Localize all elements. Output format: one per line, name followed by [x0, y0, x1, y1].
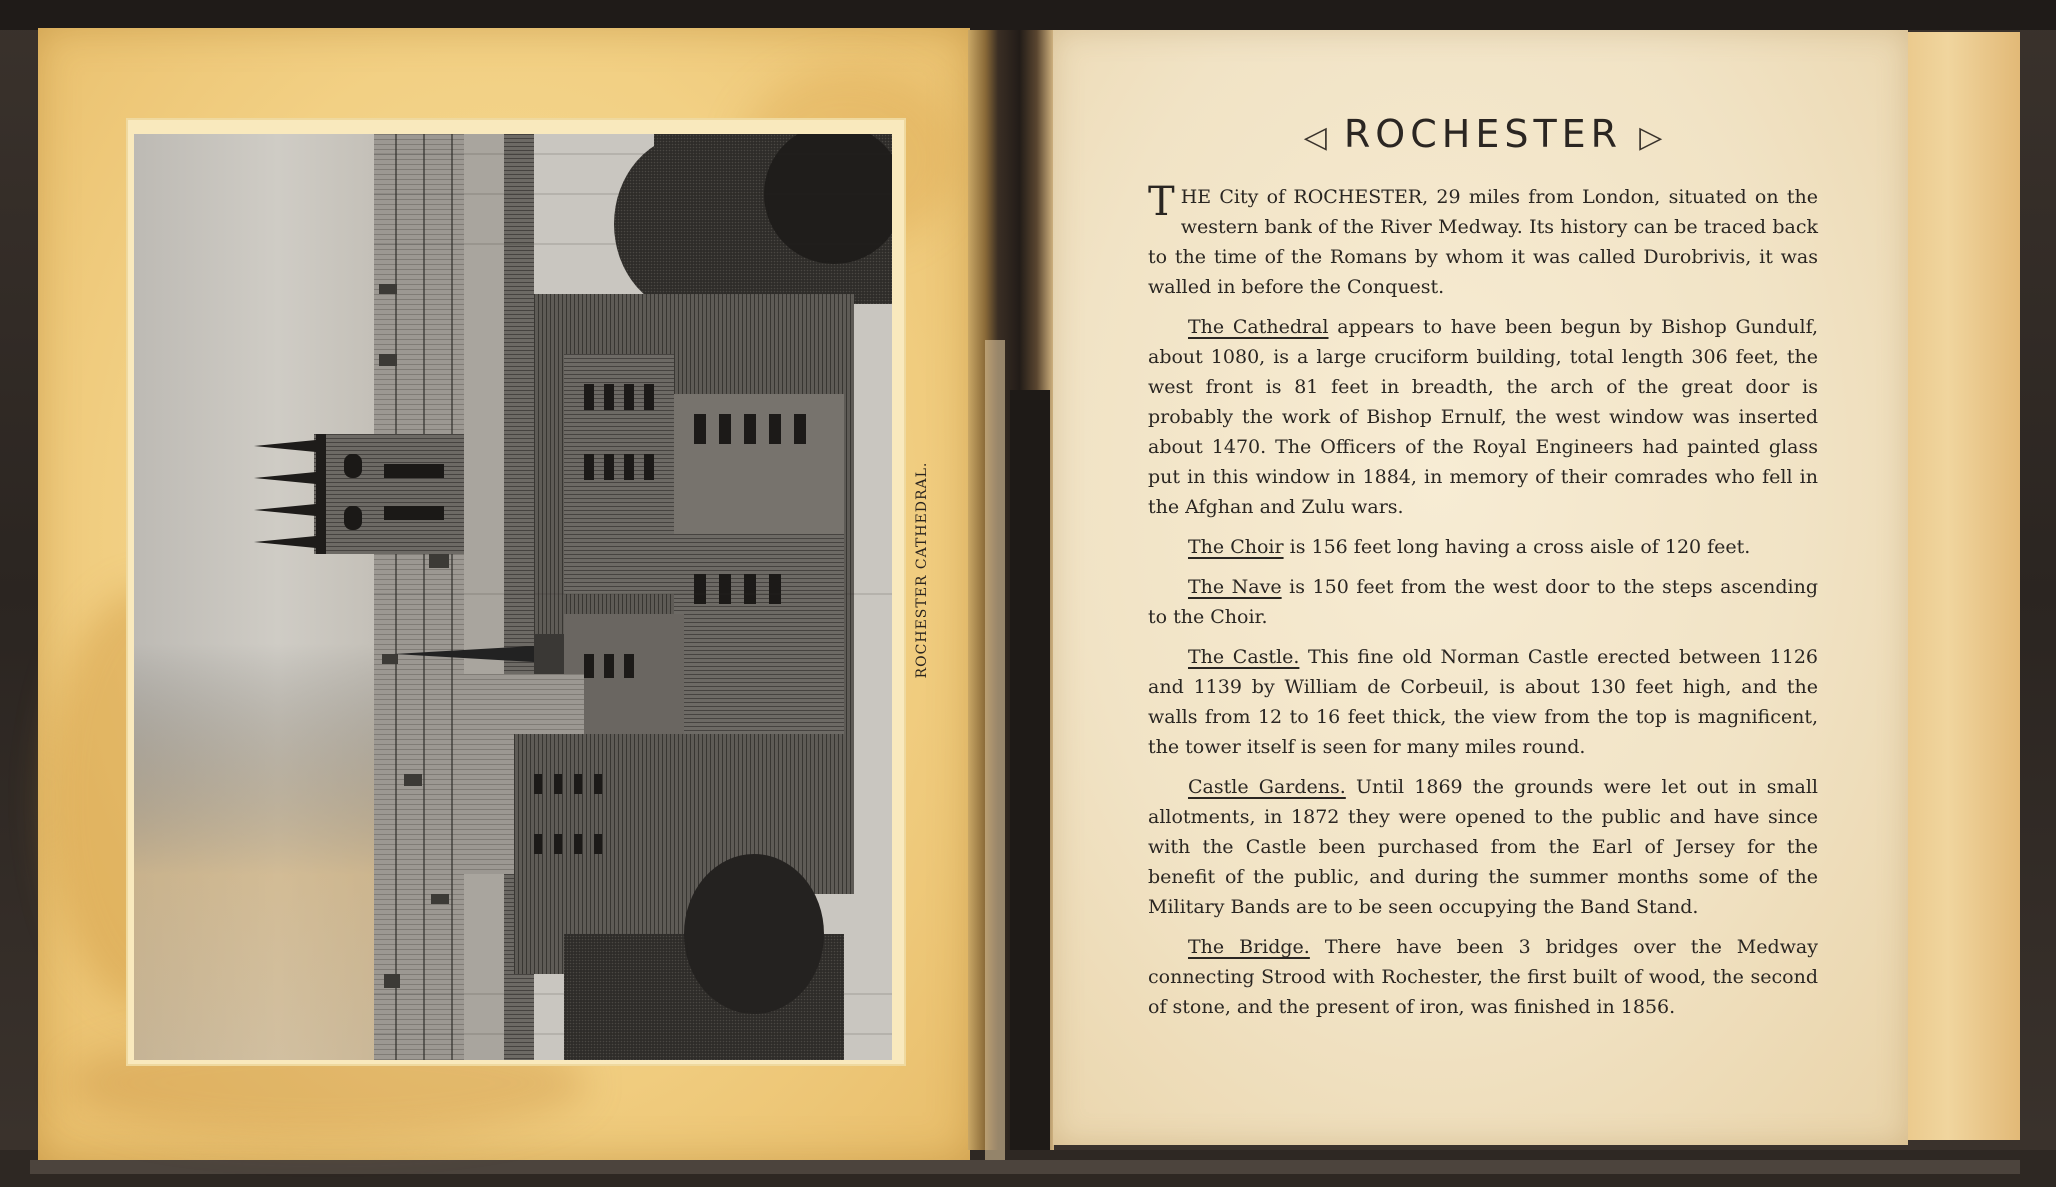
- right-backing-sheet: [1900, 32, 2020, 1140]
- section-text: appears to have been begun by Bishop Gundulf, about 1080, is a large cruciform building, total length 306 feet, the west front is 81 feet in breadth, the arch of the great door is probably the work of Bishop Ernulf, the west window was inserted about 1470. The Officers of the Royal Engineers had painted glass put in this window in 1884, in memory of their comrades who fell in the Afghan and Zulu wars.: [1148, 316, 1818, 518]
- cathedral-engraving-art: [134, 134, 892, 1060]
- intro-paragraph: [1148, 179, 1818, 302]
- section-heading: The Cathedral: [1188, 316, 1329, 338]
- section-text: This fine old Norman Castle erected between 1126 and 1139 by William de Corbeuil, is about 130 feet high, and the walls from 12 to 16 feet thick, the view from the top is magnificent, the tower itself is seen for many miles round.: [1148, 646, 1818, 758]
- section-bridge: [1148, 932, 1818, 1022]
- bottom-edge-strip: [30, 1160, 2020, 1174]
- intro-text: HE City of ROCHESTER, 29 miles from London, situated on the western bank of the River Medway. Its history can be traced back to the time of the Romans by whom it was called Durobrivis, it was walled in before the Conquest.: [1148, 186, 1818, 298]
- page-title-text: ROCHESTER: [1343, 112, 1623, 156]
- section-nave: [1148, 572, 1818, 632]
- photo-caption: [912, 440, 932, 700]
- section-choir: [1148, 532, 1818, 562]
- title-left-ornament: ◁: [1303, 120, 1327, 155]
- spine-flap: [985, 340, 1005, 1160]
- section-cathedral: [1148, 312, 1818, 522]
- page-title: [1148, 112, 1818, 156]
- cathedral-engraving: [134, 134, 892, 1060]
- section-castle-gardens: [1148, 772, 1818, 922]
- section-text: is 156 feet long having a cross aisle of 120 feet.: [1283, 536, 1751, 558]
- photo-caption-text: ROCHESTER CATHEDRAL.: [914, 461, 930, 679]
- section-heading: The Choir: [1188, 536, 1284, 558]
- section-heading: Castle Gardens.: [1188, 776, 1346, 798]
- title-right-ornament: ▷: [1639, 120, 1663, 155]
- section-text: is 150 feet from the west door to the steps ascending to the Choir.: [1148, 576, 1818, 628]
- section-heading: The Bridge.: [1188, 936, 1310, 958]
- text-block: [1148, 112, 1818, 1032]
- spine-gutter: [1010, 390, 1050, 1150]
- section-text: There have been 3 bridges over the Medway connecting Strood with Rochester, the first built of wood, the second of stone, and the present of iron, was finished in 1856.: [1148, 936, 1818, 1018]
- drop-cap: T: [1148, 179, 1175, 225]
- section-text: Until 1869 the grounds were let out in small allotments, in 1872 they were opened to the public and have since with the Castle been purchased from the Earl of Jersey for the benefit of the public, and during the summer months some of the Military Bands are to be seen occupying the Band Stand.: [1148, 776, 1818, 918]
- top-edge: [0, 0, 2056, 30]
- section-heading: The Nave: [1188, 576, 1282, 598]
- section-castle: [1148, 642, 1818, 762]
- section-heading: The Castle.: [1188, 646, 1300, 668]
